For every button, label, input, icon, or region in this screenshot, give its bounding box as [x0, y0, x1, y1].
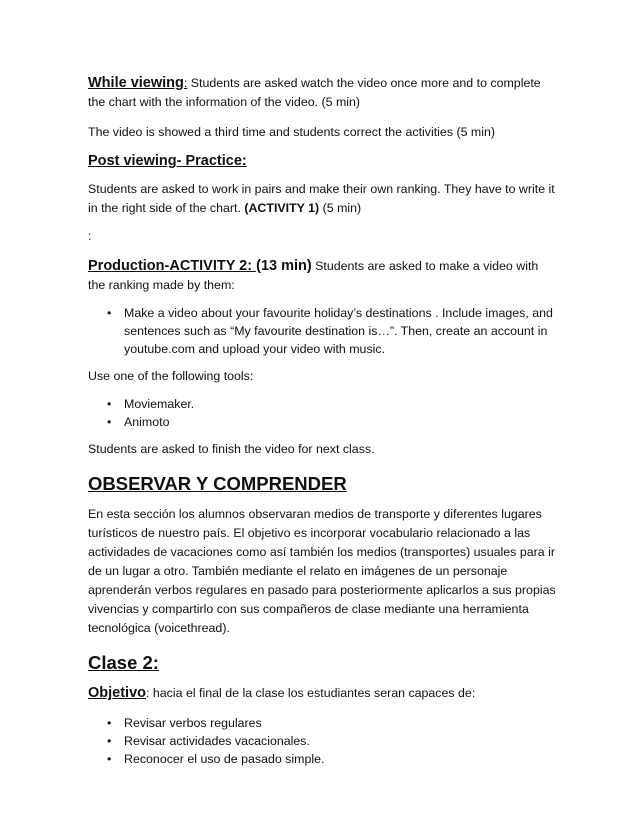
- list-item: • Make a video about your favourite holiday’s destinations . Include images, and sentences such as “My favourite destination is…”. Then, create an account in youtube.com and upload your video with music.: [124, 304, 558, 358]
- post-viewing-heading: Post viewing- Practice:: [88, 153, 247, 169]
- post-viewing-text-a: Students are asked to work in pairs and make their own ranking. They have to write it in the right side of the chart.: [88, 182, 555, 215]
- tools-intro: Use one of the following tools:: [88, 369, 254, 383]
- activity-1-label: (ACTIVITY 1): [244, 201, 320, 215]
- production-closing: Students are asked to finish the video for next class.: [88, 442, 375, 456]
- list-item: • Animoto: [124, 413, 558, 431]
- objetivo-bullet-list: [88, 714, 558, 768]
- stray-colon: :: [88, 229, 92, 243]
- while-viewing-colon: :: [183, 76, 188, 90]
- observar-heading: OBSERVAR Y COMPRENDER: [88, 473, 347, 494]
- while-viewing-text: Students are asked watch the video once more and to complete the chart with the information of the video. (5 min): [88, 76, 541, 109]
- objetivo-text: : hacia el final de la clase los estudiantes seran capaces de:: [146, 686, 476, 700]
- production-text: Students are asked to make a video with the ranking made by them:: [88, 259, 539, 292]
- tools-list: [88, 395, 558, 431]
- clase-2-heading: Clase 2:: [88, 652, 159, 673]
- while-viewing-text-2: The video is showed a third time and students correct the activities (5 min): [88, 125, 496, 139]
- list-item: • Revisar verbos regulares: [124, 714, 558, 732]
- objetivo-label: Objetivo: [88, 685, 147, 701]
- while-viewing-heading: While viewing: [88, 75, 184, 91]
- document-page: [88, 74, 558, 768]
- list-item: • Revisar actividades vacacionales.: [124, 732, 558, 750]
- production-heading: Production-ACTIVITY 2:: [88, 258, 257, 274]
- observar-paragraph: En esta sección los alumnos observaran medios de transporte y diferentes lugares turísticos de nuestro país. El objetivo es incorporar vocabulario relacionado a las actividades de vacaciones como así también los medios (transportes) usuales para ir de un lugar a otro. También mediante el relato en imágenes de un personaje aprenderán verbos regulares en pasado para posteriormente aplicarlos a sus propias vivencias y compartirlo con sus compañeros de clase mediante una herramienta tecnológica (voicethread).: [88, 507, 556, 635]
- list-item: • Moviemaker.: [124, 395, 558, 413]
- post-viewing-text-b: (5 min): [319, 201, 362, 215]
- post-viewing-paragraph: [88, 180, 558, 218]
- while-viewing-paragraph: [88, 74, 558, 112]
- production-duration: (13 min): [256, 258, 312, 274]
- production-paragraph: [88, 257, 558, 295]
- list-item: • Reconocer el uso de pasado simple.: [124, 750, 558, 768]
- objetivo-paragraph: [88, 684, 558, 703]
- production-bullet-list: [88, 304, 558, 358]
